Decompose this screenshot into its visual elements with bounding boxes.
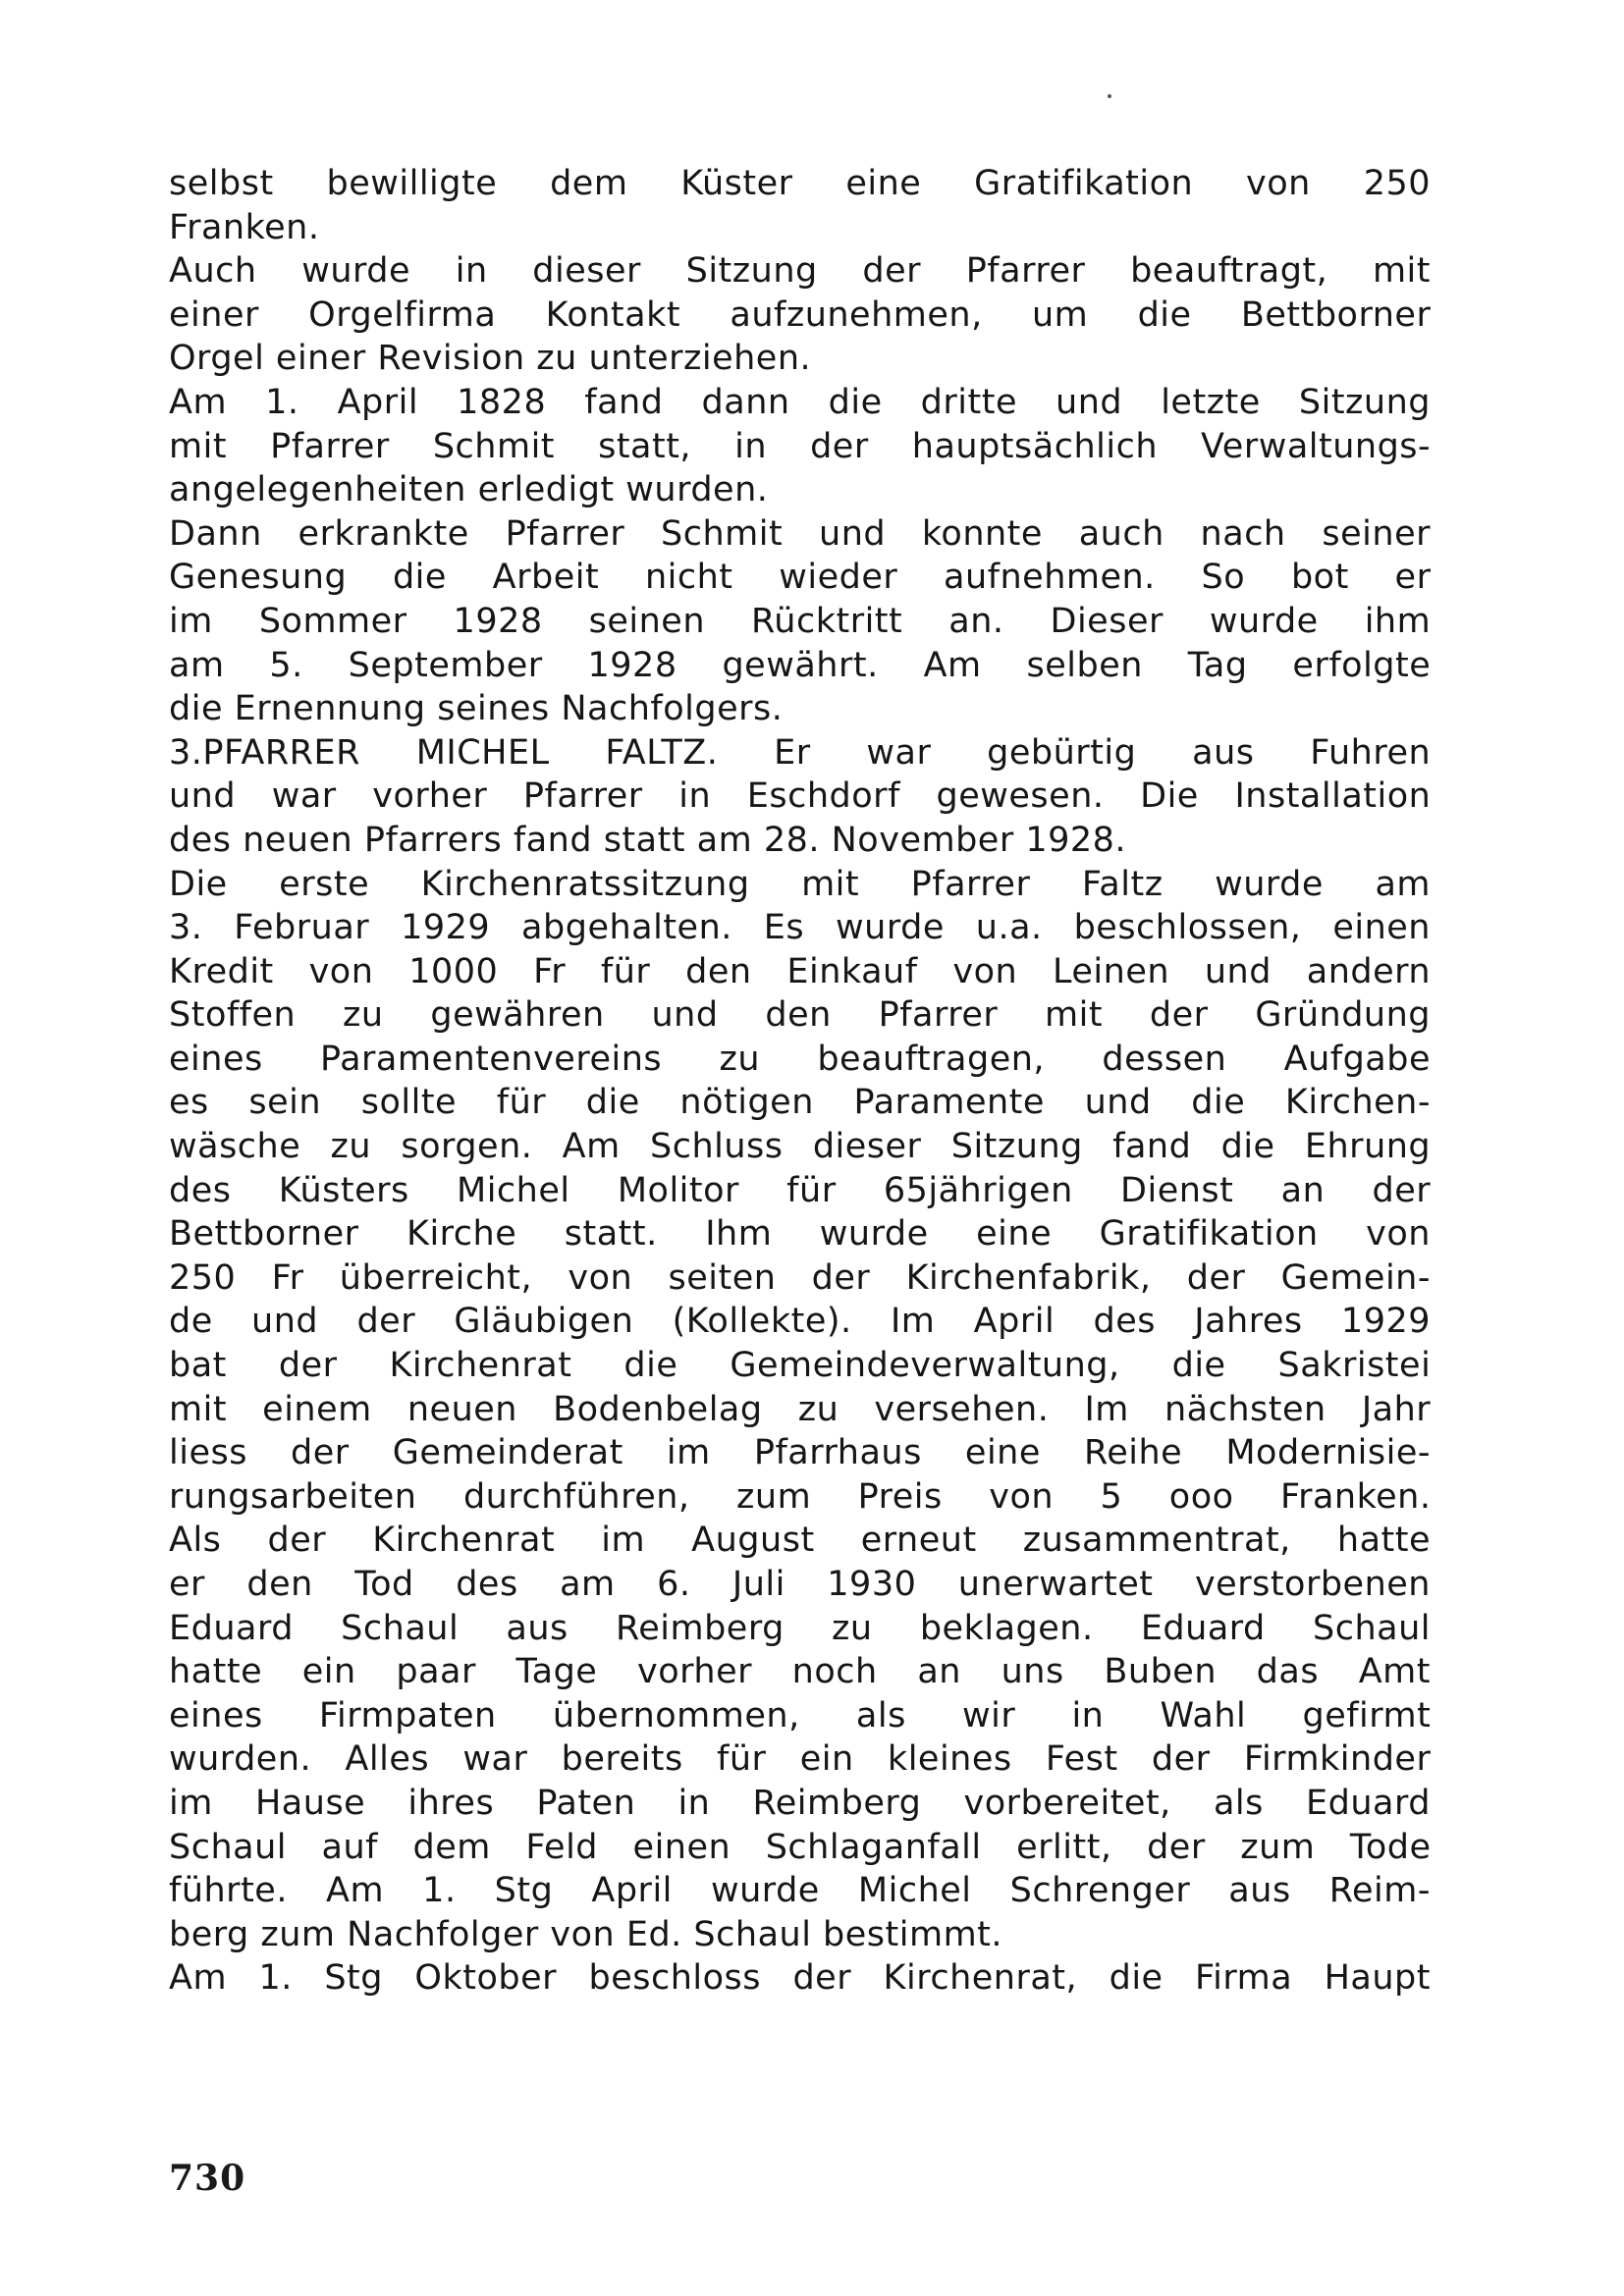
text-line: mit einem neuen Bodenbelag zu versehen. Im nächsten Jahr	[169, 1389, 1432, 1429]
text-line: Dann erkrankte Pfarrer Schmit und konnte auch nach seiner	[169, 513, 1431, 554]
text-line: einer Orgelfirma Kontakt aufzunehmen, um die Bettborner	[169, 294, 1432, 335]
text-line: Als der Kirchenrat im August erneut zusammentrat, hatte	[169, 1521, 1431, 1561]
text-line: bat der Kirchenrat die Gemeindeverwaltung, die Sakristei	[169, 1346, 1432, 1386]
text-line: Eduard Schaul aus Reimberg zu beklagen. Eduard Schaul	[169, 1608, 1431, 1648]
text-line: 3. Februar 1929 abgehalten. Es wurde u.a. beschlossen, einen	[169, 908, 1431, 948]
text-line: im Hause ihres Paten in Reimberg vorbereitet, als Eduard	[169, 1783, 1431, 1823]
text-line: führte. Am 1. Stg April wurde Michel Schrenger aus Reim-	[169, 1871, 1431, 1911]
text-line: die Ernennung seines Nachfolgers.	[169, 689, 784, 729]
text-line: eines Paramentenvereins zu beauftragen, dessen Aufgabe	[169, 1039, 1431, 1079]
text-line: und war vorher Pfarrer in Eschdorf gewesen. Die Installation	[169, 776, 1432, 817]
text-line: liess der Gemeinderat im Pfarrhaus eine Reihe Modernisie-	[169, 1433, 1431, 1473]
scan-speck	[1108, 94, 1111, 98]
text-line: angelegenheiten erledigt wurden.	[169, 470, 769, 510]
text-line: Am 1. April 1828 fand dann die dritte und letzte Sitzung	[169, 382, 1431, 422]
text-line: 3.PFARRER MICHEL FALTZ. Er war gebürtig aus Fuhren	[169, 732, 1432, 773]
text-line: er den Tod des am 6. Juli 1930 unerwartet verstorbenen	[169, 1565, 1431, 1604]
text-line: es sein sollte für die nötigen Paramente und die Kirchen-	[169, 1083, 1431, 1123]
text-line: Schaul auf dem Feld einen Schlaganfall erlitt, der zum Tode	[169, 1827, 1432, 1867]
text-line: Bettborner Kirche statt. Ihm wurde eine Gratifikation von	[169, 1214, 1431, 1255]
text-line: selbst bewilligte dem Küster eine Gratifikation von 250	[169, 164, 1431, 203]
text-line: Auch wurde in dieser Sitzung der Pfarrer beauftragt, mit	[169, 251, 1431, 292]
text-line: Franken.	[169, 207, 320, 247]
text-line: 250 Fr überreicht, von seiten der Kirchenfabrik, der Gemein-	[169, 1257, 1431, 1298]
page-number: 730	[169, 2158, 246, 2199]
text-line: Am 1. Stg Oktober beschloss der Kirchenrat, die Firma Haupt	[169, 1958, 1431, 1999]
text-line: Die erste Kirchenratssitzung mit Pfarrer Faltz wurde am	[169, 864, 1431, 904]
text-line: hatte ein paar Tage vorher noch an uns Buben das Amt	[169, 1652, 1431, 1692]
text-line: wäsche zu sorgen. Am Schluss dieser Sitzung fand die Ehrung	[169, 1127, 1432, 1167]
text-line: de und der Gläubigen (Kollekte). Im April des Jahres 1929	[169, 1302, 1431, 1342]
text-line: rungsarbeiten durchführen, zum Preis von 5 ooo Franken.	[169, 1476, 1432, 1517]
text-line: im Sommer 1928 seinen Rücktritt an. Dieser wurde ihm	[169, 601, 1432, 641]
text-line: eines Firmpaten übernommen, als wir in Wahl gefirmt	[169, 1695, 1432, 1735]
text-line: des neuen Pfarrers fand statt am 28. November 1928.	[169, 820, 1127, 860]
text-line: Kredit von 1000 Fr für den Einkauf von Leinen und andern	[169, 951, 1432, 991]
text-line: Stoffen zu gewähren und den Pfarrer mit der Gründung	[169, 995, 1431, 1036]
text-line: am 5. September 1928 gewährt. Am selben Tag erfolgte	[169, 645, 1432, 685]
text-line: mit Pfarrer Schmit statt, in der hauptsächlich Verwaltungs-	[169, 426, 1432, 466]
text-line: des Küsters Michel Molitor für 65jährigen Dienst an der	[169, 1170, 1432, 1210]
text-line: Orgel einer Revision zu unterziehen.	[169, 339, 812, 379]
text-line: berg zum Nachfolger von Ed. Schaul bestimmt.	[169, 1914, 1003, 1954]
text-line: wurden. Alles war bereits für ein kleines Fest der Firmkinder	[169, 1739, 1432, 1780]
body-text	[169, 162, 1431, 2001]
text-line: Genesung die Arbeit nicht wieder aufnehmen. So bot er	[169, 558, 1432, 598]
